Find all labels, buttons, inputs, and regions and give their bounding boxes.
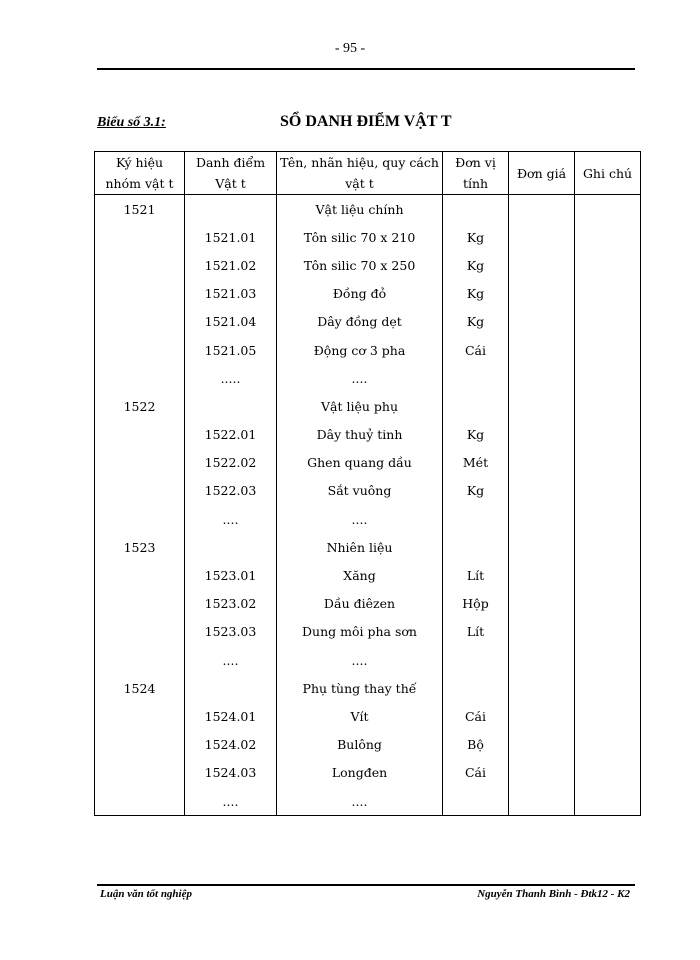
cell-item-name: Vít	[277, 702, 443, 730]
table-row	[95, 533, 641, 561]
footer-author: Nguyễn Thanh Bình - Đtk12 - K2	[477, 888, 630, 900]
cell-item-code: 1523.03	[185, 618, 277, 646]
table-row	[95, 223, 641, 251]
cell-unit: Kg	[443, 280, 509, 308]
header-unit-price: Đơn giá	[509, 152, 575, 195]
cell-item-code: ....	[185, 646, 277, 674]
cell-item-code: 1522.03	[185, 477, 277, 505]
cell-unit-price	[509, 702, 575, 730]
cell-item-code: 1521.01	[185, 223, 277, 251]
cell-item-code: 1521.02	[185, 251, 277, 279]
cell-note	[575, 364, 641, 392]
header-item-code: Danh điểm Vật t	[185, 152, 277, 195]
cell-item-name: Vật liệu phụ	[277, 392, 443, 420]
cell-unit: Kg	[443, 251, 509, 279]
cell-item-code: 1523.01	[185, 561, 277, 589]
cell-item-code: 1521.05	[185, 336, 277, 364]
cell-unit: Kg	[443, 223, 509, 251]
cell-note	[575, 392, 641, 420]
cell-item-code: 1523.02	[185, 590, 277, 618]
cell-unit: Lít	[443, 561, 509, 589]
cell-group-code: 1523	[95, 533, 185, 561]
cell-unit: Mét	[443, 449, 509, 477]
cell-unit: Kg	[443, 477, 509, 505]
cell-unit	[443, 533, 509, 561]
cell-note	[575, 449, 641, 477]
cell-item-code: .....	[185, 364, 277, 392]
cell-item-code: 1521.04	[185, 308, 277, 336]
cell-unit: Cái	[443, 759, 509, 787]
table-row	[95, 336, 641, 364]
cell-item-name: Nhiên liệu	[277, 533, 443, 561]
cell-unit	[443, 787, 509, 816]
cell-group-code	[95, 505, 185, 533]
table-row	[95, 308, 641, 336]
table-row	[95, 787, 641, 816]
cell-note	[575, 195, 641, 224]
cell-group-code	[95, 251, 185, 279]
cell-unit	[443, 674, 509, 702]
cell-item-name: Dây đồng dẹt	[277, 308, 443, 336]
header-group-code: Ký hiệu nhóm vật t	[95, 152, 185, 195]
cell-item-name: ....	[277, 787, 443, 816]
cell-unit: Hộp	[443, 590, 509, 618]
cell-unit: Cái	[443, 336, 509, 364]
cell-item-code	[185, 533, 277, 561]
page-number: - 95 -	[334, 41, 366, 56]
table-row	[95, 421, 641, 449]
cell-group-code	[95, 308, 185, 336]
cell-unit-price	[509, 561, 575, 589]
cell-item-name: Tôn silic 70 x 250	[277, 251, 443, 279]
table-row	[95, 392, 641, 420]
cell-group-code: 1524	[95, 674, 185, 702]
cell-unit	[443, 392, 509, 420]
cell-item-name: Dung môi pha sơn	[277, 618, 443, 646]
header-note: Ghi chú	[575, 152, 641, 195]
cell-item-code: 1522.01	[185, 421, 277, 449]
cell-item-name: Vật liệu chính	[277, 195, 443, 224]
cell-unit	[443, 505, 509, 533]
cell-unit-price	[509, 392, 575, 420]
cell-note	[575, 702, 641, 730]
table-row	[95, 280, 641, 308]
table-row	[95, 702, 641, 730]
cell-group-code	[95, 421, 185, 449]
cell-note	[575, 477, 641, 505]
cell-item-name: Longđen	[277, 759, 443, 787]
cell-group-code: 1522	[95, 392, 185, 420]
cell-unit-price	[509, 308, 575, 336]
cell-note	[575, 223, 641, 251]
cell-note	[575, 280, 641, 308]
cell-group-code	[95, 336, 185, 364]
cell-item-name: ....	[277, 364, 443, 392]
cell-unit-price	[509, 280, 575, 308]
cell-note	[575, 618, 641, 646]
cell-unit-price	[509, 618, 575, 646]
cell-unit-price	[509, 364, 575, 392]
footer-rule	[97, 884, 635, 886]
cell-group-code: 1521	[95, 195, 185, 224]
table-row	[95, 646, 641, 674]
cell-unit-price	[509, 505, 575, 533]
cell-item-name: Động cơ 3 pha	[277, 336, 443, 364]
cell-item-name: Bulông	[277, 731, 443, 759]
cell-item-name: Đồng đỏ	[277, 280, 443, 308]
table-row	[95, 618, 641, 646]
header-rule	[97, 68, 635, 70]
cell-group-code	[95, 223, 185, 251]
table-header-row	[95, 152, 641, 195]
cell-unit-price	[509, 759, 575, 787]
cell-unit-price	[509, 674, 575, 702]
header-item-name: Tên, nhãn hiệu, quy cách vật t	[277, 152, 443, 195]
cell-item-name: ....	[277, 505, 443, 533]
table-row	[95, 674, 641, 702]
cell-unit	[443, 364, 509, 392]
cell-unit-price	[509, 731, 575, 759]
cell-note	[575, 533, 641, 561]
cell-item-code: ....	[185, 505, 277, 533]
cell-item-code: 1522.02	[185, 449, 277, 477]
form-label: Biểu số 3.1:	[97, 115, 166, 130]
cell-note	[575, 646, 641, 674]
cell-item-name: Sắt vuông	[277, 477, 443, 505]
material-catalog-table	[94, 151, 641, 816]
cell-note	[575, 336, 641, 364]
cell-item-code: 1524.03	[185, 759, 277, 787]
cell-unit-price	[509, 646, 575, 674]
cell-note	[575, 505, 641, 533]
footer-thesis-label: Luận văn tốt nghiệp	[100, 888, 192, 900]
cell-item-name: Tôn silic 70 x 210	[277, 223, 443, 251]
cell-group-code	[95, 590, 185, 618]
header-unit: Đơn vị tính	[443, 152, 509, 195]
cell-note	[575, 251, 641, 279]
cell-item-name: Xăng	[277, 561, 443, 589]
cell-unit: Bộ	[443, 731, 509, 759]
cell-item-name: Ghen quang dầu	[277, 449, 443, 477]
cell-note	[575, 421, 641, 449]
cell-unit: Kg	[443, 421, 509, 449]
cell-unit-price	[509, 336, 575, 364]
cell-unit	[443, 646, 509, 674]
cell-item-code	[185, 392, 277, 420]
cell-item-code: ....	[185, 787, 277, 816]
cell-item-code	[185, 195, 277, 224]
cell-group-code	[95, 561, 185, 589]
cell-note	[575, 787, 641, 816]
cell-item-code: 1524.01	[185, 702, 277, 730]
cell-unit: Lít	[443, 618, 509, 646]
table-row	[95, 505, 641, 533]
cell-note	[575, 674, 641, 702]
table-row	[95, 449, 641, 477]
cell-unit	[443, 195, 509, 224]
cell-group-code	[95, 759, 185, 787]
cell-note	[575, 308, 641, 336]
cell-group-code	[95, 646, 185, 674]
cell-item-name: ....	[277, 646, 443, 674]
cell-unit-price	[509, 195, 575, 224]
table-row	[95, 590, 641, 618]
table-row	[95, 251, 641, 279]
table-row	[95, 731, 641, 759]
table-row	[95, 561, 641, 589]
cell-unit-price	[509, 787, 575, 816]
cell-group-code	[95, 731, 185, 759]
cell-item-name: Dây thuỷ tinh	[277, 421, 443, 449]
cell-unit-price	[509, 533, 575, 561]
table-body	[95, 195, 641, 816]
cell-unit-price	[509, 477, 575, 505]
cell-item-code	[185, 674, 277, 702]
cell-group-code	[95, 477, 185, 505]
cell-unit-price	[509, 223, 575, 251]
cell-group-code	[95, 787, 185, 816]
cell-item-name: Phụ tùng thay thế	[277, 674, 443, 702]
cell-item-name: Dầu điêzen	[277, 590, 443, 618]
table-row	[95, 195, 641, 224]
cell-note	[575, 561, 641, 589]
cell-group-code	[95, 702, 185, 730]
cell-unit-price	[509, 251, 575, 279]
cell-unit: Cái	[443, 702, 509, 730]
cell-group-code	[95, 618, 185, 646]
cell-note	[575, 731, 641, 759]
cell-unit: Kg	[443, 308, 509, 336]
cell-unit-price	[509, 449, 575, 477]
cell-note	[575, 759, 641, 787]
table-row	[95, 477, 641, 505]
cell-unit-price	[509, 421, 575, 449]
cell-unit-price	[509, 590, 575, 618]
table-row	[95, 364, 641, 392]
cell-item-code: 1521.03	[185, 280, 277, 308]
table-row	[95, 759, 641, 787]
cell-item-code: 1524.02	[185, 731, 277, 759]
cell-group-code	[95, 280, 185, 308]
cell-note	[575, 590, 641, 618]
document-title: SỔ DANH ĐIỂM VẬT T	[280, 113, 452, 130]
cell-group-code	[95, 364, 185, 392]
cell-group-code	[95, 449, 185, 477]
